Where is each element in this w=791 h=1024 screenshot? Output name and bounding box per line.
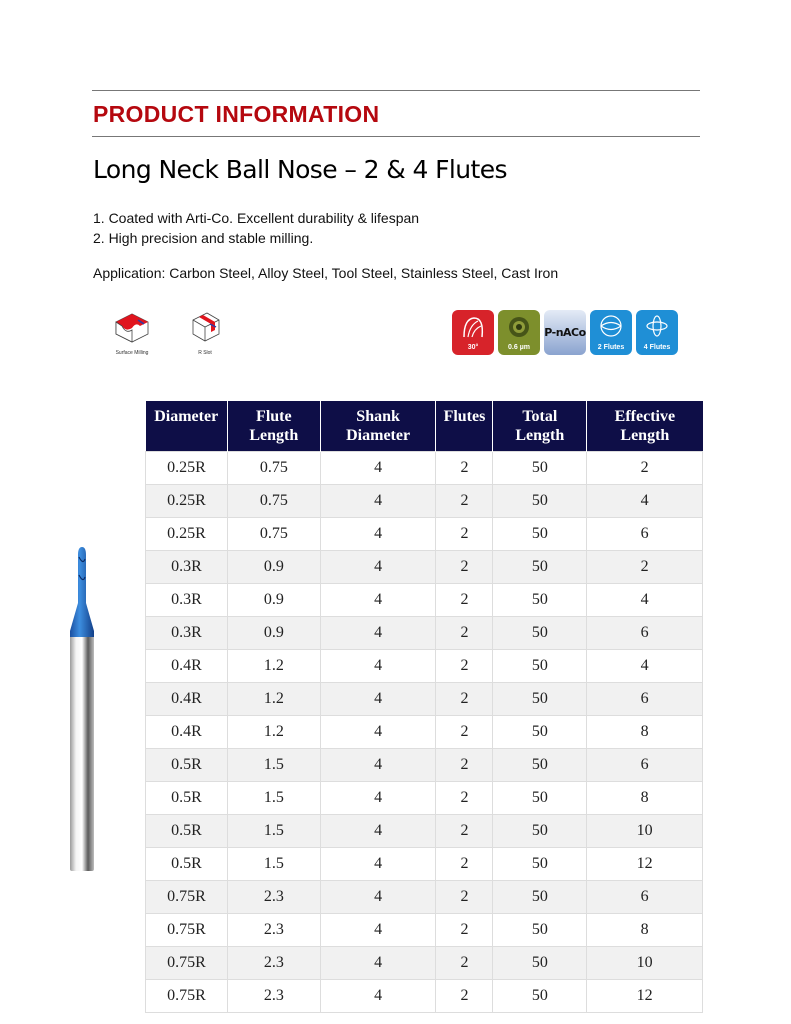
badge-coating bbox=[544, 310, 586, 355]
cell-total-length: 50 bbox=[493, 485, 587, 518]
table-header-row bbox=[146, 401, 703, 452]
cell-effective-length: 6 bbox=[587, 518, 703, 551]
table-row bbox=[146, 551, 703, 584]
cell-flute-length: 1.5 bbox=[227, 815, 320, 848]
cell-total-length: 50 bbox=[493, 749, 587, 782]
cell-flute-length: 2.3 bbox=[227, 881, 320, 914]
cell-total-length: 50 bbox=[493, 617, 587, 650]
cell-shank-diameter: 4 bbox=[320, 485, 436, 518]
cell-flutes: 2 bbox=[436, 551, 493, 584]
operation-surface-milling bbox=[102, 308, 162, 356]
surface-milling-icon bbox=[110, 308, 154, 344]
table-row bbox=[146, 947, 703, 980]
table-row bbox=[146, 716, 703, 749]
cell-total-length: 50 bbox=[493, 584, 587, 617]
cell-effective-length: 8 bbox=[587, 782, 703, 815]
badge-label: 30° bbox=[467, 344, 479, 351]
cell-effective-length: 2 bbox=[587, 551, 703, 584]
cell-shank-diameter: 4 bbox=[320, 947, 436, 980]
column-header-diameter bbox=[146, 401, 228, 452]
column-header-line: Effective bbox=[614, 408, 676, 425]
cell-diameter: 0.5R bbox=[146, 815, 228, 848]
column-header-line: Diameter bbox=[154, 408, 219, 425]
cell-total-length: 50 bbox=[493, 683, 587, 716]
cell-effective-length: 10 bbox=[587, 815, 703, 848]
cell-total-length: 50 bbox=[493, 452, 587, 485]
badge-label: 0.6 µm bbox=[508, 344, 530, 351]
cell-flute-length: 1.2 bbox=[227, 716, 320, 749]
cell-flutes: 2 bbox=[436, 617, 493, 650]
section-title: PRODUCT INFORMATION bbox=[93, 101, 380, 127]
title-divider bbox=[92, 136, 700, 137]
cell-diameter: 0.3R bbox=[146, 617, 228, 650]
cell-flute-length: 2.3 bbox=[227, 914, 320, 947]
page-title: Long Neck Ball Nose – 2 & 4 Flutes bbox=[93, 155, 507, 184]
badge-helix-angle bbox=[452, 310, 494, 355]
table-row bbox=[146, 617, 703, 650]
cell-shank-diameter: 4 bbox=[320, 551, 436, 584]
table-row bbox=[146, 650, 703, 683]
top-divider bbox=[92, 90, 700, 91]
cell-diameter: 0.5R bbox=[146, 782, 228, 815]
table-row bbox=[146, 782, 703, 815]
cell-diameter: 0.3R bbox=[146, 551, 228, 584]
column-header-total-length bbox=[493, 401, 587, 452]
cell-flutes: 2 bbox=[436, 947, 493, 980]
cell-shank-diameter: 4 bbox=[320, 683, 436, 716]
cell-flutes: 2 bbox=[436, 485, 493, 518]
cell-flutes: 2 bbox=[436, 518, 493, 551]
column-header-shank-diameter bbox=[320, 401, 436, 452]
table-row bbox=[146, 452, 703, 485]
cell-shank-diameter: 4 bbox=[320, 584, 436, 617]
cell-flutes: 2 bbox=[436, 749, 493, 782]
cell-flute-length: 1.2 bbox=[227, 650, 320, 683]
cell-total-length: 50 bbox=[493, 716, 587, 749]
table-row bbox=[146, 584, 703, 617]
column-header-line: Flute bbox=[256, 408, 292, 425]
cell-flutes: 2 bbox=[436, 683, 493, 716]
cell-flute-length: 1.5 bbox=[227, 848, 320, 881]
badge-grain-size bbox=[498, 310, 540, 355]
table-body bbox=[146, 452, 703, 1013]
cell-shank-diameter: 4 bbox=[320, 749, 436, 782]
grain-size-icon bbox=[506, 315, 532, 339]
cell-effective-length: 6 bbox=[587, 749, 703, 782]
table-row bbox=[146, 683, 703, 716]
ball-nose-end-mill-icon bbox=[66, 545, 100, 877]
table-row bbox=[146, 980, 703, 1013]
cell-flutes: 2 bbox=[436, 584, 493, 617]
cell-diameter: 0.75R bbox=[146, 914, 228, 947]
table-row bbox=[146, 518, 703, 551]
cell-effective-length: 4 bbox=[587, 650, 703, 683]
cell-total-length: 50 bbox=[493, 782, 587, 815]
cell-flute-length: 1.5 bbox=[227, 782, 320, 815]
column-header-flute-length bbox=[227, 401, 320, 452]
badge-four-flutes bbox=[636, 310, 678, 355]
cell-shank-diameter: 4 bbox=[320, 650, 436, 683]
table-row bbox=[146, 485, 703, 518]
cell-total-length: 50 bbox=[493, 518, 587, 551]
cell-shank-diameter: 4 bbox=[320, 782, 436, 815]
cell-diameter: 0.75R bbox=[146, 881, 228, 914]
cell-diameter: 0.75R bbox=[146, 980, 228, 1013]
cell-total-length: 50 bbox=[493, 848, 587, 881]
cell-effective-length: 4 bbox=[587, 485, 703, 518]
column-header-effective-length bbox=[587, 401, 703, 452]
cell-total-length: 50 bbox=[493, 980, 587, 1013]
spec-table bbox=[145, 401, 703, 1013]
cell-flute-length: 0.75 bbox=[227, 452, 320, 485]
cell-effective-length: 4 bbox=[587, 584, 703, 617]
cell-diameter: 0.5R bbox=[146, 848, 228, 881]
cell-flutes: 2 bbox=[436, 716, 493, 749]
cell-diameter: 0.4R bbox=[146, 650, 228, 683]
cell-shank-diameter: 4 bbox=[320, 716, 436, 749]
feature-item: 1. Coated with Arti-Co. Excellent durability & lifespan bbox=[93, 210, 420, 226]
column-header-line: Length bbox=[249, 427, 299, 444]
cell-flutes: 2 bbox=[436, 452, 493, 485]
cell-flutes: 2 bbox=[436, 650, 493, 683]
cell-flute-length: 0.75 bbox=[227, 485, 320, 518]
cell-diameter: 0.25R bbox=[146, 485, 228, 518]
column-header-line: Total bbox=[522, 408, 558, 425]
four-flutes-icon bbox=[644, 315, 670, 339]
cell-flutes: 2 bbox=[436, 782, 493, 815]
cell-flute-length: 0.9 bbox=[227, 617, 320, 650]
cell-flutes: 2 bbox=[436, 815, 493, 848]
table-row bbox=[146, 749, 703, 782]
feature-list bbox=[93, 208, 419, 248]
cell-flute-length: 1.5 bbox=[227, 749, 320, 782]
cell-effective-length: 6 bbox=[587, 617, 703, 650]
cell-flute-length: 1.2 bbox=[227, 683, 320, 716]
cell-effective-length: 12 bbox=[587, 980, 703, 1013]
cell-shank-diameter: 4 bbox=[320, 914, 436, 947]
cell-shank-diameter: 4 bbox=[320, 617, 436, 650]
cell-shank-diameter: 4 bbox=[320, 848, 436, 881]
cell-shank-diameter: 4 bbox=[320, 452, 436, 485]
table-row bbox=[146, 914, 703, 947]
cell-diameter: 0.4R bbox=[146, 716, 228, 749]
cell-effective-length: 2 bbox=[587, 452, 703, 485]
cell-shank-diameter: 4 bbox=[320, 881, 436, 914]
cell-flutes: 2 bbox=[436, 848, 493, 881]
feature-item: 2. High precision and stable milling. bbox=[93, 230, 314, 246]
cell-total-length: 50 bbox=[493, 650, 587, 683]
cell-diameter: 0.3R bbox=[146, 584, 228, 617]
cell-flute-length: 2.3 bbox=[227, 980, 320, 1013]
cell-flute-length: 0.9 bbox=[227, 584, 320, 617]
cell-diameter: 0.25R bbox=[146, 518, 228, 551]
cell-total-length: 50 bbox=[493, 881, 587, 914]
cell-flutes: 2 bbox=[436, 914, 493, 947]
column-header-line: Length bbox=[515, 427, 565, 444]
cell-effective-length: 6 bbox=[587, 683, 703, 716]
column-header-line: Shank bbox=[356, 408, 400, 425]
cell-flute-length: 0.9 bbox=[227, 551, 320, 584]
helix-angle-icon bbox=[460, 315, 486, 339]
cell-flute-length: 2.3 bbox=[227, 947, 320, 980]
column-header-line: Diameter bbox=[346, 427, 411, 444]
table-row bbox=[146, 848, 703, 881]
cell-shank-diameter: 4 bbox=[320, 815, 436, 848]
cell-effective-length: 12 bbox=[587, 848, 703, 881]
cell-effective-length: 6 bbox=[587, 881, 703, 914]
cell-diameter: 0.75R bbox=[146, 947, 228, 980]
operation-label: R Slot bbox=[198, 350, 212, 356]
badge-two-flutes bbox=[590, 310, 632, 355]
cell-total-length: 50 bbox=[493, 815, 587, 848]
column-header-line: Length bbox=[620, 427, 670, 444]
cell-total-length: 50 bbox=[493, 914, 587, 947]
cell-shank-diameter: 4 bbox=[320, 518, 436, 551]
coating-icon: P-nACo bbox=[544, 326, 586, 339]
cell-flute-length: 0.75 bbox=[227, 518, 320, 551]
feature-badges bbox=[452, 310, 678, 355]
cell-effective-length: 8 bbox=[587, 914, 703, 947]
cell-diameter: 0.4R bbox=[146, 683, 228, 716]
cell-flutes: 2 bbox=[436, 881, 493, 914]
cell-effective-length: 10 bbox=[587, 947, 703, 980]
table-row bbox=[146, 815, 703, 848]
two-flutes-icon bbox=[598, 315, 624, 339]
application-text: Application: Carbon Steel, Alloy Steel, Tool Steel, Stainless Steel, Cast Iron bbox=[93, 265, 559, 281]
operation-label: Surface Milling bbox=[115, 350, 149, 356]
badge-label: 4 Flutes bbox=[643, 344, 671, 351]
cell-shank-diameter: 4 bbox=[320, 980, 436, 1013]
end-mill-image bbox=[66, 545, 100, 882]
cell-effective-length: 8 bbox=[587, 716, 703, 749]
cell-diameter: 0.5R bbox=[146, 749, 228, 782]
cell-diameter: 0.25R bbox=[146, 452, 228, 485]
column-header-line: Flutes bbox=[443, 408, 486, 425]
r-slot-icon bbox=[185, 308, 225, 344]
cell-flutes: 2 bbox=[436, 980, 493, 1013]
cell-total-length: 50 bbox=[493, 947, 587, 980]
badge-label: 2 Flutes bbox=[597, 344, 625, 351]
cell-total-length: 50 bbox=[493, 551, 587, 584]
operation-r-slot bbox=[175, 308, 235, 356]
table-row bbox=[146, 881, 703, 914]
column-header-flutes bbox=[436, 401, 493, 452]
